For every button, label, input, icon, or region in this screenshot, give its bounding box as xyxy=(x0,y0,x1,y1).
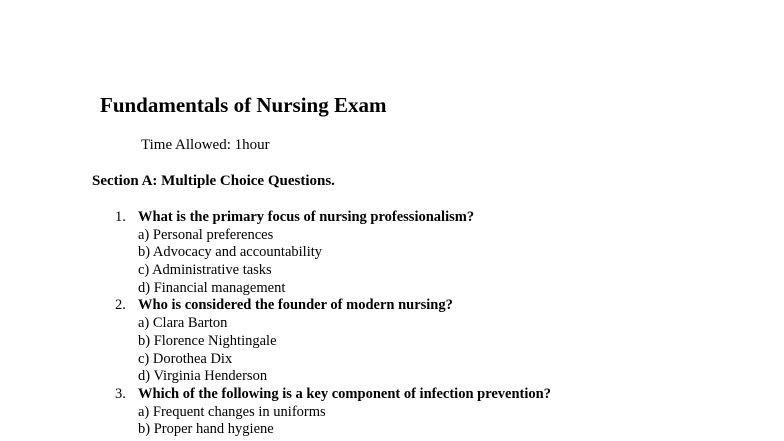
answer-option: b) Advocacy and accountability xyxy=(138,244,323,261)
question-line xyxy=(0,209,784,227)
option-line xyxy=(0,333,784,351)
option-line xyxy=(0,244,784,262)
question-item xyxy=(0,297,784,385)
answer-option: c) Dorothea Dix xyxy=(138,350,233,367)
option-line xyxy=(0,280,784,298)
question-item xyxy=(0,209,784,297)
option-line xyxy=(0,404,784,422)
option-line xyxy=(0,351,784,369)
question-number: 2. xyxy=(115,297,126,314)
answer-option: d) Financial management xyxy=(138,279,286,296)
question-text: What is the primary focus of nursing professionalism? xyxy=(138,209,475,225)
option-line xyxy=(0,315,784,333)
answer-option: b) Florence Nightingale xyxy=(138,332,277,349)
answer-option: a) Clara Barton xyxy=(138,315,228,332)
answer-option: b) Proper hand hygiene xyxy=(138,421,274,438)
option-line xyxy=(0,227,784,245)
question-number: 3. xyxy=(115,385,126,402)
answer-option: a) Frequent changes in uniforms xyxy=(138,403,326,420)
option-line xyxy=(0,421,784,439)
section-heading: Section A: Multiple Choice Questions. xyxy=(92,173,335,189)
answer-option: c) Administrative tasks xyxy=(138,262,272,279)
answer-option: d) Virginia Henderson xyxy=(138,368,268,385)
answer-option: a) Personal preferences xyxy=(138,226,274,243)
question-text: Which of the following is a key component of infection prevention? xyxy=(138,385,551,402)
question-number: 1. xyxy=(115,209,126,225)
option-line xyxy=(0,262,784,280)
question-text: Who is considered the founder of modern nursing? xyxy=(138,297,453,314)
question-item xyxy=(0,386,784,439)
question-line xyxy=(0,297,784,315)
document-title: Fundamentals of Nursing Exam xyxy=(100,93,387,117)
question-line xyxy=(0,386,784,404)
question-list xyxy=(0,209,784,439)
time-allowed: Time Allowed: 1hour xyxy=(141,137,270,153)
option-line xyxy=(0,368,784,386)
